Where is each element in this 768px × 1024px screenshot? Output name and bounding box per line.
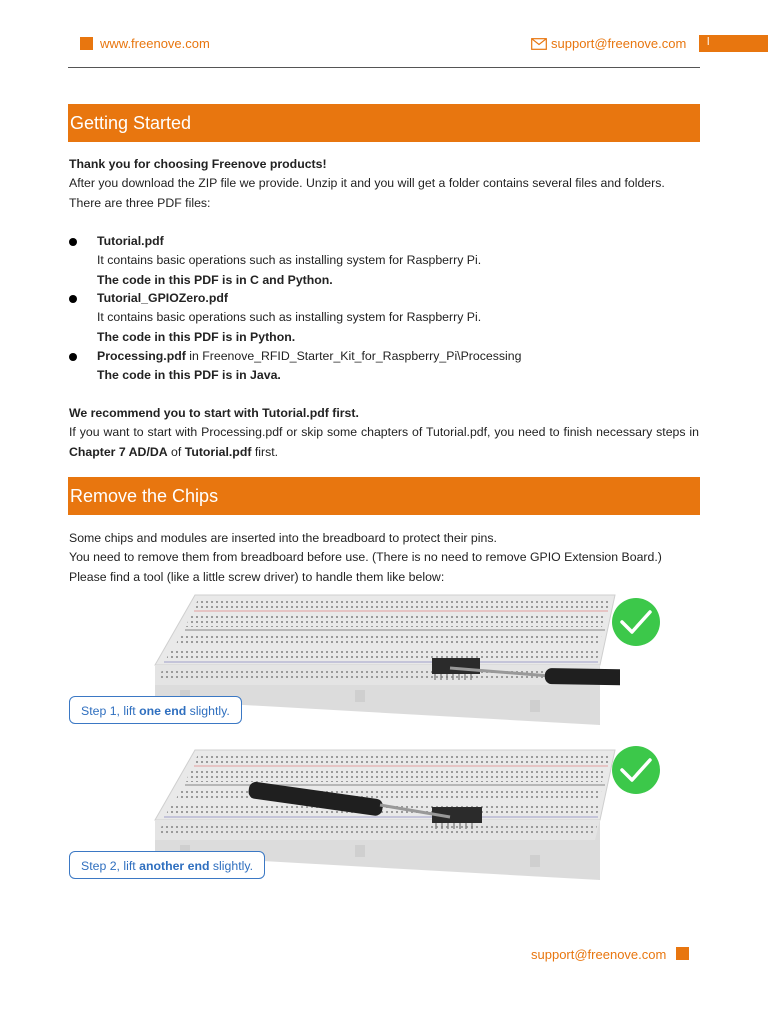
step2-callout [69,851,265,879]
note-end: first. [251,444,279,459]
step1-bold: one end [139,704,187,718]
note-chapter: Chapter 7 AD/DA [69,444,168,459]
step2-suffix: slightly. [209,859,253,873]
remove-line-2: You need to remove them from breadboard before use. (There is no need to remove GPIO Extension Board.) [69,550,662,565]
step1-suffix: slightly. [186,704,230,718]
bullet-dot-icon [69,353,77,361]
step2-prefix: Step 2, lift [81,859,140,873]
footer-email-link[interactable]: support@freenove.com [531,947,667,962]
header-website-link[interactable]: www.freenove.com [100,36,210,51]
file-name: Tutorial_GPIOZero.pdf [97,291,228,305]
remove-chips-paragraph [69,529,699,587]
file-code-prefix: The code in this PDF is in [97,329,251,344]
note-file: Tutorial.pdf [184,444,252,459]
intro-line-3: There are three PDF files: [69,195,211,210]
step1-prefix: Step 1, lift [81,704,140,718]
checkmark-icon [611,745,661,795]
section-heading-remove-chips: Remove the Chips [68,477,700,515]
intro-line-2: After you download the ZIP file we provide. Unzip it and you will get a folder contains several files and folders. [69,176,665,191]
file-code-prefix: The code in this PDF is in [97,368,251,383]
step2-bold: another end [139,859,210,873]
header-email-link[interactable]: support@freenove.com [551,36,687,51]
page-number: l [707,36,710,48]
section-heading-getting-started: Getting Started [68,104,700,142]
note-of: of [167,444,185,459]
header-divider [68,67,700,68]
file-desc: It contains basic operations such as installing system for Raspberry Pi. [97,310,482,325]
note-text [69,423,699,462]
file-name: Processing.pdf [97,349,186,363]
file-code-lang: C and Python. [250,272,333,287]
step1-callout [69,696,242,724]
recommend-paragraph [69,404,699,462]
intro-paragraph [69,155,699,213]
checkmark-icon [611,597,661,647]
page-number-tab [699,35,768,52]
file-desc: It contains basic operations such as installing system for Raspberry Pi. [97,253,482,268]
recommend-text: We recommend you to start with Tutorial.pdf first. [69,406,359,420]
file-path: in Freenove_RFID_Starter_Kit_for_Raspberry_Pi\Processing [185,349,522,363]
note-part1: If you want to start with Processing.pdf or skip some chapters of Tutorial.pdf, you need to finish necessary steps in [69,425,699,440]
file-code-prefix: The code in this PDF is in [97,272,251,287]
file-code-lang: Java. [250,368,281,383]
square-bullet-icon [676,947,689,960]
file-code-lang: Python. [250,329,296,344]
remove-line-3: Please find a tool (like a little screw driver) to handle them like below: [69,569,445,584]
file-name: Tutorial.pdf [97,234,164,248]
bullet-dot-icon [69,295,77,303]
intro-thanks: Thank you for choosing Freenove products! [69,157,327,171]
square-bullet-icon [80,37,93,50]
bullet-dot-icon [69,238,77,246]
envelope-icon [531,38,547,50]
remove-line-1: Some chips and modules are inserted into the breadboard to protect their pins. [69,531,497,545]
